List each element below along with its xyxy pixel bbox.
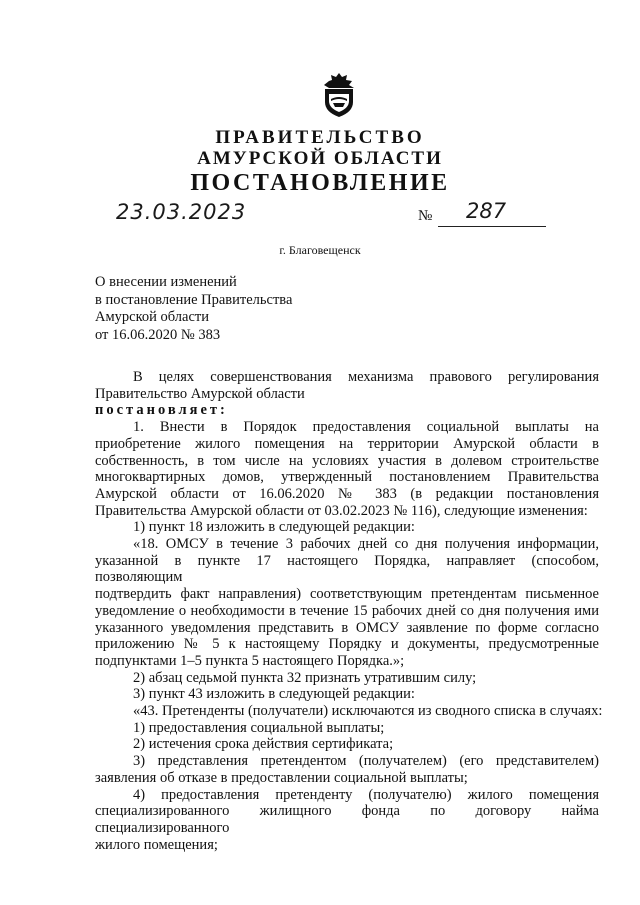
list-item: 1) предоставления социальной выплаты; <box>133 719 385 736</box>
list-item: 4) предоставления претенденту (получателю) жилого помещения <box>133 786 599 803</box>
document-body <box>95 369 603 853</box>
paragraph-line: собственность, в том числе на условиях участия в долевом строительстве <box>95 452 599 469</box>
list-item: жилого помещения; <box>95 836 218 853</box>
subitem-line: 1) пункт 18 изложить в следующей редакции: <box>133 519 415 536</box>
quote-line: «43. Претенденты (получатели) исключаются из сводного списка в случаях: <box>133 703 603 720</box>
resolves-word: постановляет: <box>95 402 228 419</box>
paragraph-line: 1. Внести в Порядок предоставления социальной выплаты на <box>133 419 599 436</box>
list-item: заявления об отказе в предоставлении социальной выплаты; <box>95 769 468 786</box>
paragraph-line: Амурской области от 16.06.2020 № 383 (в редакции постановления <box>95 485 599 502</box>
quote-line: указанного уведомления представить в ОМСУ заявление по форме согласно <box>95 619 599 636</box>
subitem-line: 2) абзац седьмой пункта 32 признать утратившим силу; <box>133 669 477 686</box>
quote-line: указанной в пункте 17 настоящего Порядка, направляет (способом, позволяющим <box>95 552 599 586</box>
quote-line: уведомление о необходимости в течение 15 рабочих дней со дня получения ими <box>95 602 599 619</box>
list-item: 2) истечения срока действия сертификата; <box>133 736 394 753</box>
paragraph-line: приобретение жилого помещения на территории Амурской области в <box>95 435 599 452</box>
subject-line: Амурской области <box>95 309 209 325</box>
list-item: специализированного жилищного фонда по договору найма специализированного <box>95 803 599 836</box>
preamble-line: В целях совершенствования механизма правового регулирования <box>133 369 599 385</box>
city-name: г. Благовещенск <box>279 243 361 257</box>
quote-line: приложению № 5 к настоящему Порядку и документы, предусмотренные <box>95 636 599 653</box>
list-item: 3) представления претендентом (получателем) (его представителем) <box>133 753 599 770</box>
quote-line: подпунктами 1–5 пункта 5 настоящего Порядка.»; <box>95 652 405 669</box>
government-title: ПРАВИТЕЛЬСТВО <box>215 127 425 148</box>
subject-line: от 16.06.2020 № 383 <box>95 326 221 343</box>
quote-line: подтвердить факт направления) соответствующим претендентам письменное <box>95 586 599 603</box>
coat-of-arms-icon <box>321 72 357 118</box>
paragraph-line: многоквартирных домов, утвержденный постановлением Правительства <box>95 469 599 486</box>
subitem-line: 3) пункт 43 изложить в следующей редакции: <box>133 686 415 703</box>
subject-line: в постановление Правительства <box>95 291 293 308</box>
subject-line: О внесении изменений <box>95 274 237 290</box>
preamble-line: Правительство Амурской области <box>95 385 305 402</box>
document-date: 23.03.2023 <box>116 200 247 224</box>
quote-line: «18. ОМСУ в течение 3 рабочих дней со дня получения информации, <box>133 536 599 553</box>
document-subject <box>95 274 292 344</box>
number-underline <box>438 226 546 227</box>
region-title: АМУРСКОЙ ОБЛАСТИ <box>197 148 443 169</box>
document-type-title: ПОСТАНОВЛЕНИЕ <box>190 170 450 196</box>
paragraph-line: Правительства Амурской области от 03.02.2023 № 116), следующие изменения: <box>95 502 588 519</box>
number-label: № <box>418 208 433 224</box>
document-number: 287 <box>466 199 507 223</box>
